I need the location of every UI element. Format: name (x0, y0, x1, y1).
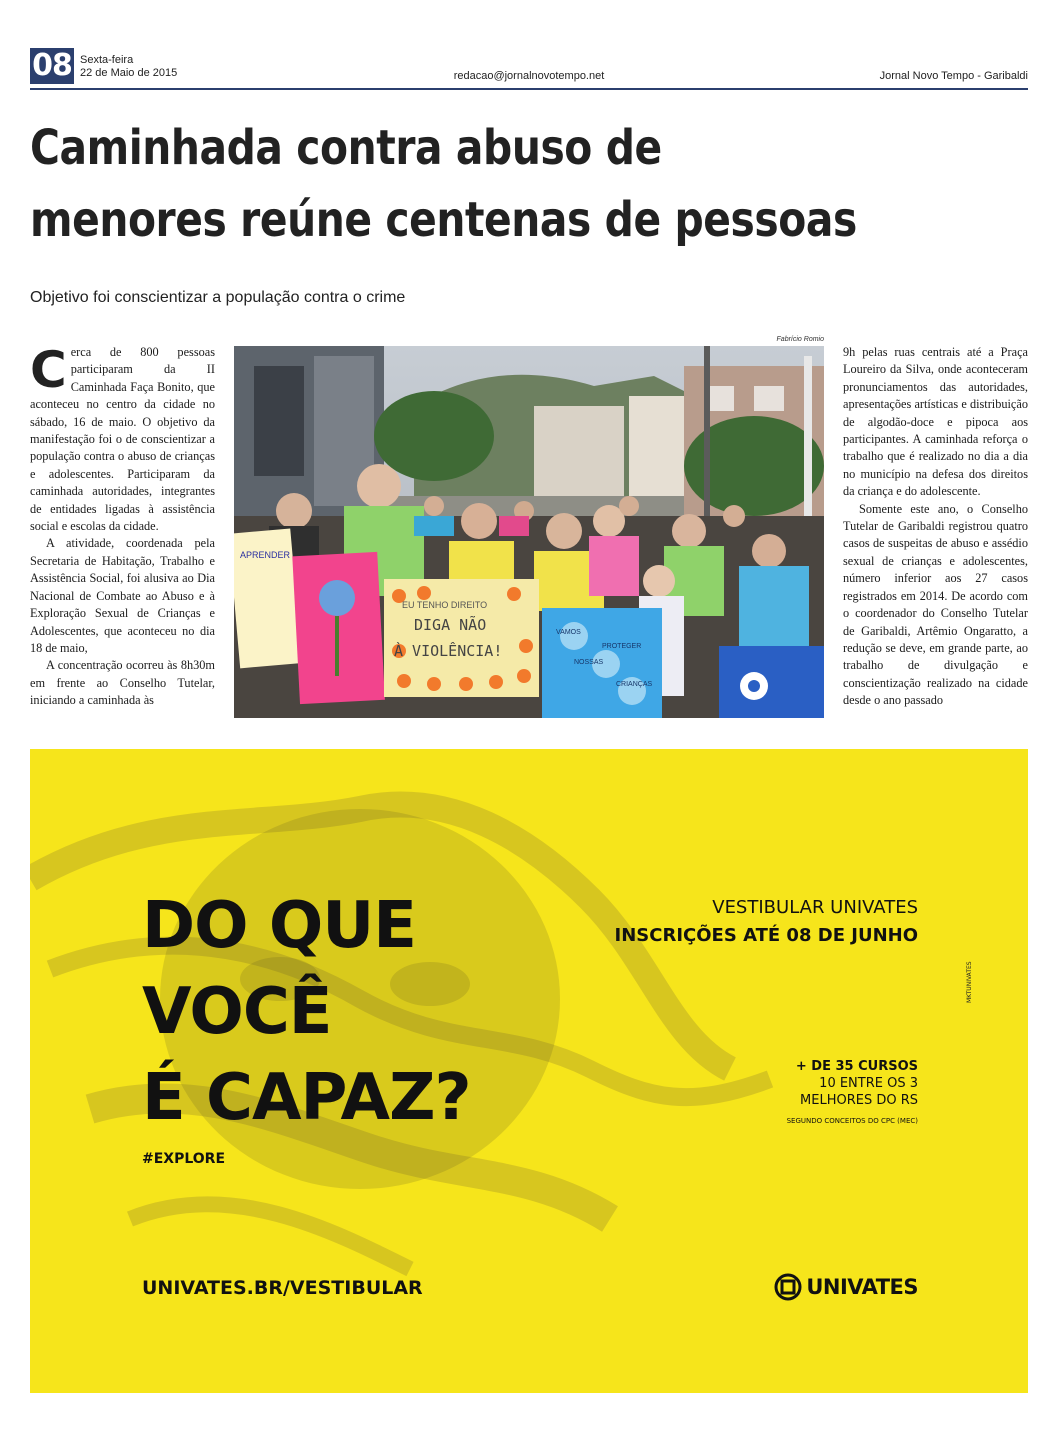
march-photo-illustration (234, 346, 824, 718)
sign-aprender (234, 528, 302, 668)
ad-courses-ranking-2: MELHORES DO RS (800, 1093, 918, 1108)
svg-text:VAMOS: VAMOS (556, 629, 581, 636)
svg-text:DIGA NÃO: DIGA NÃO (414, 616, 487, 634)
paragraph: A concentração ocorreu às 8h30m em frente ao Conselho Tutelar, iniciando a caminhada às (30, 658, 215, 708)
page-header (30, 46, 1028, 90)
sign-diga-nao (384, 579, 539, 697)
headline-line-2: menores reúne centenas de pessoas (30, 192, 857, 248)
paragraph: Somente este ano, o Conselho Tutelar de Garibaldi registrou quatro casos de suspeitas de abuso e assédio sexual de crianças e adolescentes, número inferior aos 27 casos registrados em 2014. De acordo com o coordenador do Conselho Tutelar de Garibaldi, Artêmio Ongaratto, a redução se deve, em grande parte, ao trabalho de divulgação e conscientização realizado na cidade desde o ano passado (843, 501, 1028, 708)
date: 22 de Maio de 2015 (80, 67, 178, 79)
paragraph: Cerca de 800 pessoas participaram da II Caminhada Faça Bonito, que aconteceu no centro da cidade no sábado, 16 de maio. O objetivo da manifestação foi o de conscientizar a população contra o abuso de crianças e adolescentes. Participaram da caminhada autoridades, integrantes de entidades ligadas à assistência social e escolas da cidade. (30, 341, 215, 534)
article-column-3 (843, 344, 1028, 710)
svg-text:NOSSAS: NOSSAS (574, 659, 604, 666)
univates-logo[interactable] (774, 1273, 918, 1301)
ad-headline-line: DO QUE (142, 889, 416, 963)
ad-headline (142, 883, 471, 1141)
ad-courses-ranking-1: 10 ENTRE OS 3 (819, 1076, 918, 1091)
ad-vertical-tag: MKTUNIVATES (966, 961, 973, 1003)
univates-advertisement[interactable] (30, 749, 1028, 1393)
ad-url-link[interactable]: UNIVATES.BR/VESTIBULAR (142, 1277, 423, 1299)
ad-headline-line: VOCÊ (142, 975, 332, 1049)
article-column-1 (30, 341, 215, 710)
drop-cap: C (30, 341, 67, 399)
univates-emblem-icon (774, 1273, 802, 1301)
article-photo (234, 346, 824, 718)
ad-courses-count: + DE 35 CURSOS (795, 1059, 918, 1074)
sign-vamos-proteger (542, 608, 662, 718)
svg-text:PROTEGER: PROTEGER (602, 643, 642, 650)
ad-vestibular-label: VESTIBULAR UNIVATES (712, 897, 918, 918)
sign-flower (719, 646, 824, 718)
subtitle: Objetivo foi conscientizar a população contra o crime (30, 289, 406, 306)
photo-credit: Fabrício Romio (776, 336, 824, 343)
headline-line-1: Caminhada contra abuso de (30, 120, 662, 176)
headline (30, 112, 872, 256)
ad-courses-note: SEGUNDO CONCEITOS DO CPC (MEC) (786, 1117, 918, 1125)
ad-headline-line: É CAPAZ? (142, 1061, 471, 1135)
ad-hashtag: #EXPLORE (142, 1151, 226, 1167)
brand-name: UNIVATES (806, 1275, 918, 1299)
publication-name: Jornal Novo Tempo - Garibaldi (879, 70, 1028, 82)
svg-text:CRIANÇAS: CRIANÇAS (616, 681, 653, 688)
ad-registration-deadline: INSCRIÇÕES ATÉ 08 DE JUNHO (614, 925, 918, 946)
weekday: Sexta-feira (80, 54, 134, 66)
paragraph: 9h pelas ruas centrais até a Praça Loureiro da Silva, onde aconteceram pronunciamentos das autoridades, apresentações artísticas e distribuição de algodão-doce e pipoca aos participantes. A caminhada reforça o trabalho que é realizado no dia a dia no município na defesa dos direitos da criança e do adolescente. (843, 345, 1028, 499)
svg-text:APRENDER: APRENDER (240, 550, 291, 560)
page-number: 08 (30, 48, 74, 84)
paragraph: A atividade, coordenada pela Secretaria de Habitação, Trabalho e Assistência Social, foi alusiva ao Dia Nacional de Combate ao Abuso e à Exploração Sexual de Crianças e Adolescentes, que aconteceu no dia 18 de maio, (30, 536, 215, 655)
svg-text:EU TENHO DIREITO: EU TENHO DIREITO (402, 600, 488, 610)
contact-email[interactable]: redacao@jornalnovotempo.net (453, 70, 605, 82)
svg-text:À VIOLÊNCIA!: À VIOLÊNCIA! (394, 642, 503, 660)
